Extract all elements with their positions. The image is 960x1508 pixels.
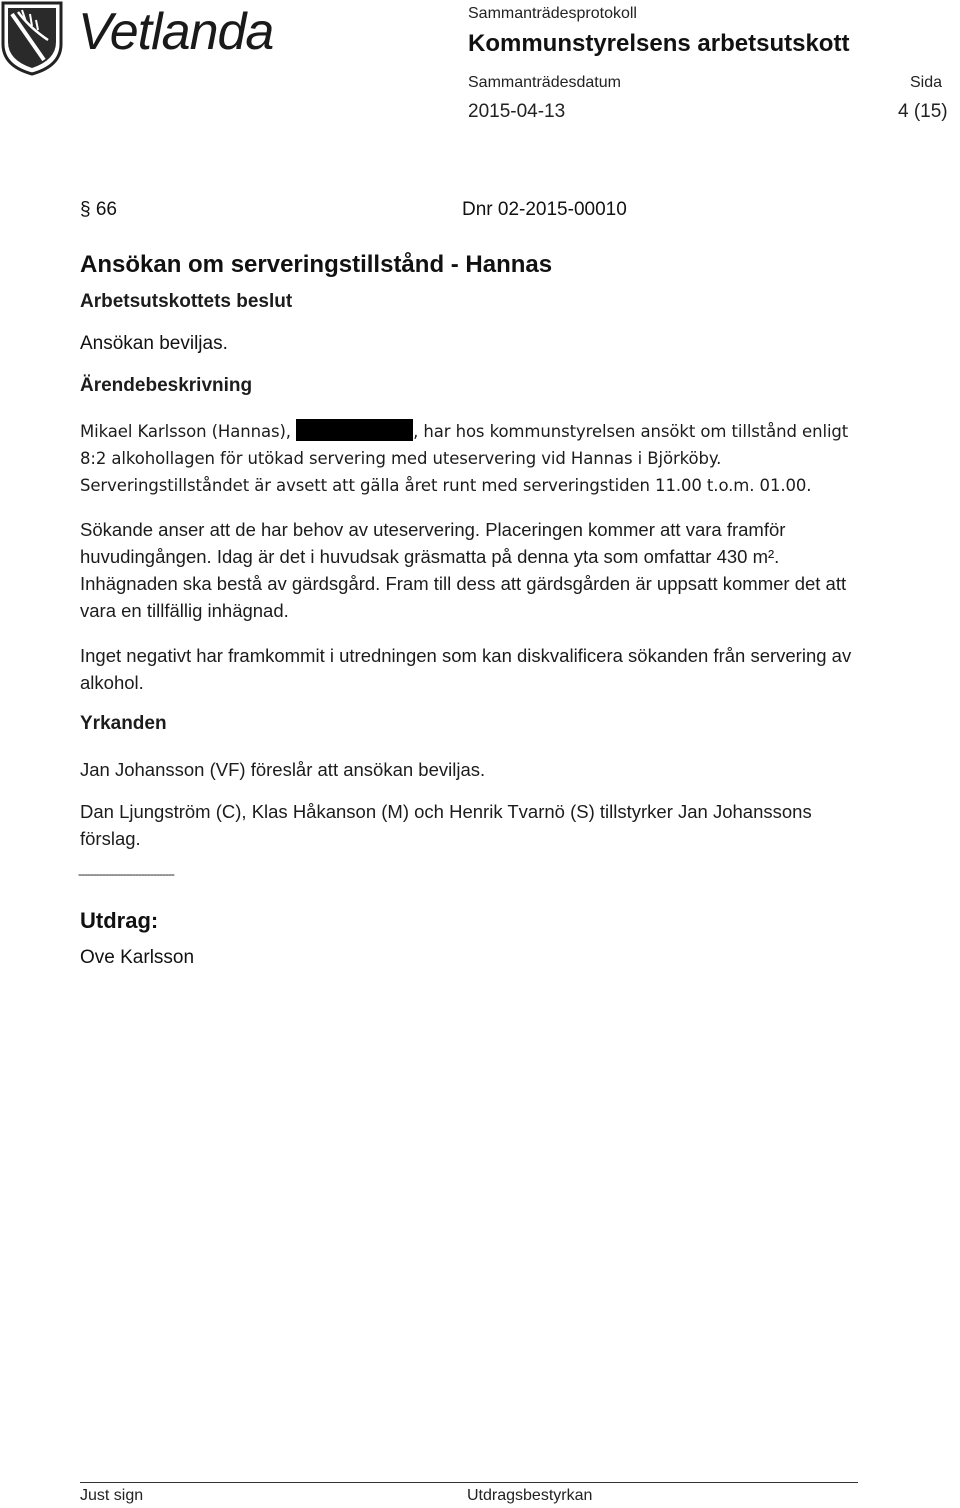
item-title: Ansökan om serveringstillstånd - Hannas [80,251,553,278]
description-paragraph-3: Inget negativt har framkommit i utredningen som kan diskvalificera sökanden från servering av alkohol. [80,645,852,693]
description-paragraph-1: Mikael Karlsson (Hannas), , har hos kommunstyrelsen ansökt om tillstånd enligt 8:2 alkohollagen för utökad servering med uteservering vid Hannas i Björköby. Serveringstillståndet är avsett att gälla året runt med serveringstiden 11.00 t.o.m. 01.00. [80,418,860,499]
footer-rule [80,1482,858,1483]
redacted-block [296,419,413,441]
description-paragraph-2: Sökande anser att de har behov av uteservering. Placeringen kommer att vara framför huvudingången. Idag är det i huvudsak gräsmatta på denna yta som omfattar 430 m². Inhägnaden ska bestå av gärdsgård. Fram till dess att gärdsgården är uppsatt kommer det att vara en tillfällig inhägnad. [80,519,847,621]
municipality-shield-icon [0,0,64,76]
decision-heading: Arbetsutskottets beslut [80,291,293,312]
description-heading: Ärendebeskrivning [80,375,253,396]
claim-2: Dan Ljungström (C), Klas Håkanson (M) och Henrik Tvarnö (S) tillstyrker Jan Johanssons förslag. [80,801,812,849]
decision-text: Ansökan beviljas. [80,333,228,354]
date-label: Sammanträdesdatum [468,74,621,91]
case-number: Dnr 02-2015-00010 [462,199,627,220]
extract-recipient: Ove Karlsson [80,947,195,968]
committee-title: Kommunstyrelsens arbetsutskott [468,30,850,57]
section-divider: -------------------------------- [78,867,174,881]
extract-label: Utdrag: [80,908,159,933]
paragraph-number: § 66 [80,199,117,220]
protocol-label: Sammanträdesprotokoll [468,5,637,22]
page-number: 4 (15) [898,101,948,122]
claims-heading: Yrkanden [80,713,167,734]
meeting-date: 2015-04-13 [468,101,566,122]
page-label: Sida [910,74,943,91]
footer-certify-label: Utdragsbestyrkan [467,1487,593,1504]
footer-sign-label: Just sign [80,1487,144,1504]
claim-1: Jan Johansson (VF) föreslår att ansökan beviljas. [80,759,486,780]
logo-wordmark: Vetlanda [78,3,274,61]
